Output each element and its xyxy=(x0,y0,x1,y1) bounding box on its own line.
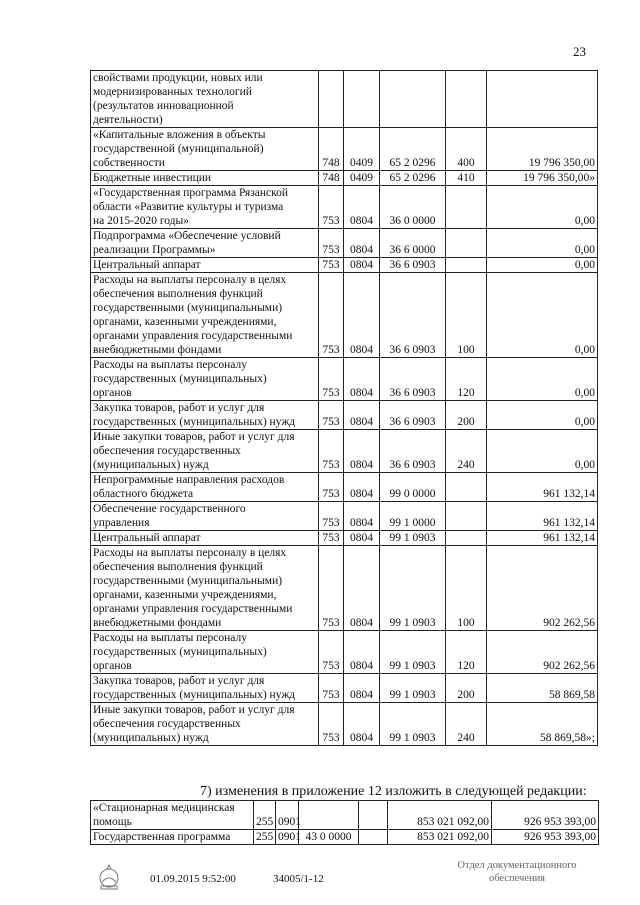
table-row xyxy=(91,358,598,401)
table-cell: 99 1 0903 xyxy=(380,546,446,631)
section-heading: 7) изменения в приложение 12 изложить в следующей редакции: xyxy=(200,784,587,799)
table-row xyxy=(91,631,598,674)
table-row xyxy=(91,830,599,845)
table-cell: 753 xyxy=(319,502,344,531)
table-cell: 853 021 092,00 xyxy=(388,801,492,830)
table-cell: 0804 xyxy=(344,273,380,358)
table-cell: 0,00 xyxy=(487,401,598,430)
footer-datetime: 01.09.2015 9:52:00 xyxy=(150,873,236,885)
table-cell: 58 869,58»; xyxy=(487,703,598,746)
table-cell: 961 132,14 xyxy=(487,473,598,502)
table-cell: 36 6 0903 xyxy=(380,273,446,358)
table-cell xyxy=(359,801,388,830)
table-cell xyxy=(446,258,487,273)
table-cell xyxy=(359,830,388,845)
table-cell: «Капитальные вложения в объекты государственной (муниципальной) собственности xyxy=(91,128,319,171)
table-cell: Бюджетные инвестиции xyxy=(91,171,319,186)
table-cell: 0804 xyxy=(344,401,380,430)
table-cell: 0804 xyxy=(344,186,380,229)
table-row xyxy=(91,128,598,171)
table-row xyxy=(91,273,598,358)
table-cell: 19 796 350,00 xyxy=(487,128,598,171)
table-row xyxy=(91,546,598,631)
table-cell: 36 6 0903 xyxy=(380,358,446,401)
table-cell: Центральный аппарат xyxy=(91,258,319,273)
table-cell xyxy=(446,531,487,546)
table-cell: 753 xyxy=(319,186,344,229)
table-cell: 753 xyxy=(319,473,344,502)
table-cell: Государственная программа xyxy=(91,830,254,845)
table-cell: 0804 xyxy=(344,430,380,473)
table-cell: «Стационарная медицинская помощь xyxy=(91,801,254,830)
table-cell xyxy=(446,502,487,531)
table-cell: 753 xyxy=(319,546,344,631)
table-cell: свойствами продукции, новых или модернизированных технологий (результатов инновационной деятельности) xyxy=(91,71,319,128)
table-cell: 0,00 xyxy=(487,258,598,273)
table-cell xyxy=(487,71,598,128)
table-cell: 400 xyxy=(446,128,487,171)
table-cell: 961 132,14 xyxy=(487,502,598,531)
table-cell: 200 xyxy=(446,401,487,430)
table-cell: Расходы на выплаты персоналу в целях обеспечения выполнения функций государственными (муниципальными) органами, казенными учреждениями, органами управления государственными внебюджетными фондами xyxy=(91,273,319,358)
table-cell: 0409 xyxy=(344,171,380,186)
table-cell: 65 2 0296 xyxy=(380,128,446,171)
table-cell: 36 6 0903 xyxy=(380,258,446,273)
table-cell: 120 xyxy=(446,358,487,401)
table-row xyxy=(91,531,598,546)
table-cell: Расходы на выплаты персоналу государственных (муниципальных) органов xyxy=(91,358,319,401)
table-cell: 240 xyxy=(446,703,487,746)
table-cell: 65 2 0296 xyxy=(380,171,446,186)
table-cell: 0901 xyxy=(276,830,299,845)
footer-doc-code: 34005/1-12 xyxy=(273,873,324,885)
table-cell xyxy=(446,473,487,502)
table-cell: 0804 xyxy=(344,631,380,674)
table-cell: 0804 xyxy=(344,674,380,703)
table-cell: 255 xyxy=(254,801,276,830)
table-cell: 0,00 xyxy=(487,358,598,401)
table-cell: 0,00 xyxy=(487,430,598,473)
table-row xyxy=(91,186,598,229)
table-cell: 410 xyxy=(446,171,487,186)
table-cell: 99 1 0903 xyxy=(380,674,446,703)
table-cell: Непрограммные направления расходов областного бюджета xyxy=(91,473,319,502)
table-cell: 0,00 xyxy=(487,186,598,229)
table-cell: 36 0 0000 xyxy=(380,186,446,229)
table-cell: 19 796 350,00» xyxy=(487,171,598,186)
table-cell: 753 xyxy=(319,401,344,430)
table-cell: 36 6 0000 xyxy=(380,229,446,258)
table-cell: 100 xyxy=(446,546,487,631)
table-cell: Иные закупки товаров, работ и услуг для обеспечения государственных (муниципальных) нужд xyxy=(91,703,319,746)
table-cell: 926 953 393,00 xyxy=(492,830,599,845)
table-row xyxy=(91,430,598,473)
table-cell: Расходы на выплаты персоналу государственных (муниципальных) органов xyxy=(91,631,319,674)
table-cell: Подпрограмма «Обеспечение условий реализации Программы» xyxy=(91,229,319,258)
budget-table xyxy=(90,70,598,746)
appendix-table xyxy=(90,800,599,845)
table-row xyxy=(91,473,598,502)
footer-department: Отдел документационного обеспечения xyxy=(457,860,577,884)
table-cell: Расходы на выплаты персоналу в целях обеспечения выполнения функций государственными (муниципальными) органами, казенными учреждениями, органами управления государственными внебюджетными фондами xyxy=(91,546,319,631)
table-row xyxy=(91,674,598,703)
table-cell: 0804 xyxy=(344,502,380,531)
table-row xyxy=(91,401,598,430)
table-cell: Закупка товаров, работ и услуг для государственных (муниципальных) нужд xyxy=(91,674,319,703)
table-cell: 0804 xyxy=(344,229,380,258)
table-cell: 753 xyxy=(319,631,344,674)
table-cell: 753 xyxy=(319,703,344,746)
table-cell: 255 xyxy=(254,830,276,845)
table-cell: 240 xyxy=(446,430,487,473)
table-row xyxy=(91,229,598,258)
table-cell xyxy=(319,71,344,128)
table-cell: 0804 xyxy=(344,473,380,502)
table-cell: 99 1 0000 xyxy=(380,502,446,531)
table-cell: 753 xyxy=(319,531,344,546)
table-cell: 926 953 393,00 xyxy=(492,801,599,830)
table-cell: 43 0 0000 xyxy=(299,830,359,845)
table-row xyxy=(91,801,599,830)
table-cell: Обеспечение государственного управления xyxy=(91,502,319,531)
table-cell: 100 xyxy=(446,273,487,358)
table-cell: 853 021 092,00 xyxy=(388,830,492,845)
table-cell xyxy=(344,71,380,128)
table-cell: 0409 xyxy=(344,128,380,171)
table-cell: «Государственная программа Рязанской области «Развитие культуры и туризма на 2015-2020 годы» xyxy=(91,186,319,229)
table-row xyxy=(91,703,598,746)
table-cell: 99 0 0000 xyxy=(380,473,446,502)
table-cell: 0804 xyxy=(344,703,380,746)
table-cell: 0804 xyxy=(344,531,380,546)
table-cell: 36 6 0903 xyxy=(380,430,446,473)
table-cell xyxy=(380,71,446,128)
coat-of-arms-icon xyxy=(96,863,122,891)
table-cell xyxy=(446,229,487,258)
table-row xyxy=(91,171,598,186)
table-cell xyxy=(446,186,487,229)
table-cell: 748 xyxy=(319,128,344,171)
table-cell: 753 xyxy=(319,430,344,473)
table-cell: 753 xyxy=(319,358,344,401)
table-cell: 753 xyxy=(319,674,344,703)
table-cell: 0804 xyxy=(344,546,380,631)
table-cell: 902 262,56 xyxy=(487,546,598,631)
table-cell: 99 1 0903 xyxy=(380,631,446,674)
table-cell: 902 262,56 xyxy=(487,631,598,674)
table-cell: 99 1 0903 xyxy=(380,531,446,546)
table-cell: 753 xyxy=(319,258,344,273)
table-cell: 0,00 xyxy=(487,229,598,258)
table-cell: 0901 xyxy=(276,801,299,830)
table-cell: Центральный аппарат xyxy=(91,531,319,546)
table-cell: 753 xyxy=(319,273,344,358)
table-row xyxy=(91,502,598,531)
table-cell: 0,00 xyxy=(487,273,598,358)
table-cell: Иные закупки товаров, работ и услуг для обеспечения государственных (муниципальных) нужд xyxy=(91,430,319,473)
table-row xyxy=(91,258,598,273)
table-cell: Закупка товаров, работ и услуг для государственных (муниципальных) нужд xyxy=(91,401,319,430)
table-cell: 0804 xyxy=(344,258,380,273)
table-cell: 200 xyxy=(446,674,487,703)
page-number: 23 xyxy=(573,44,586,59)
table-cell: 0804 xyxy=(344,358,380,401)
table-row xyxy=(91,71,598,128)
table-cell: 36 6 0903 xyxy=(380,401,446,430)
table-cell: 58 869,58 xyxy=(487,674,598,703)
table-cell: 961 132,14 xyxy=(487,531,598,546)
table-cell xyxy=(446,71,487,128)
table-cell xyxy=(299,801,359,830)
table-cell: 753 xyxy=(319,229,344,258)
table-cell: 748 xyxy=(319,171,344,186)
table-cell: 120 xyxy=(446,631,487,674)
table-cell: 99 1 0903 xyxy=(380,703,446,746)
